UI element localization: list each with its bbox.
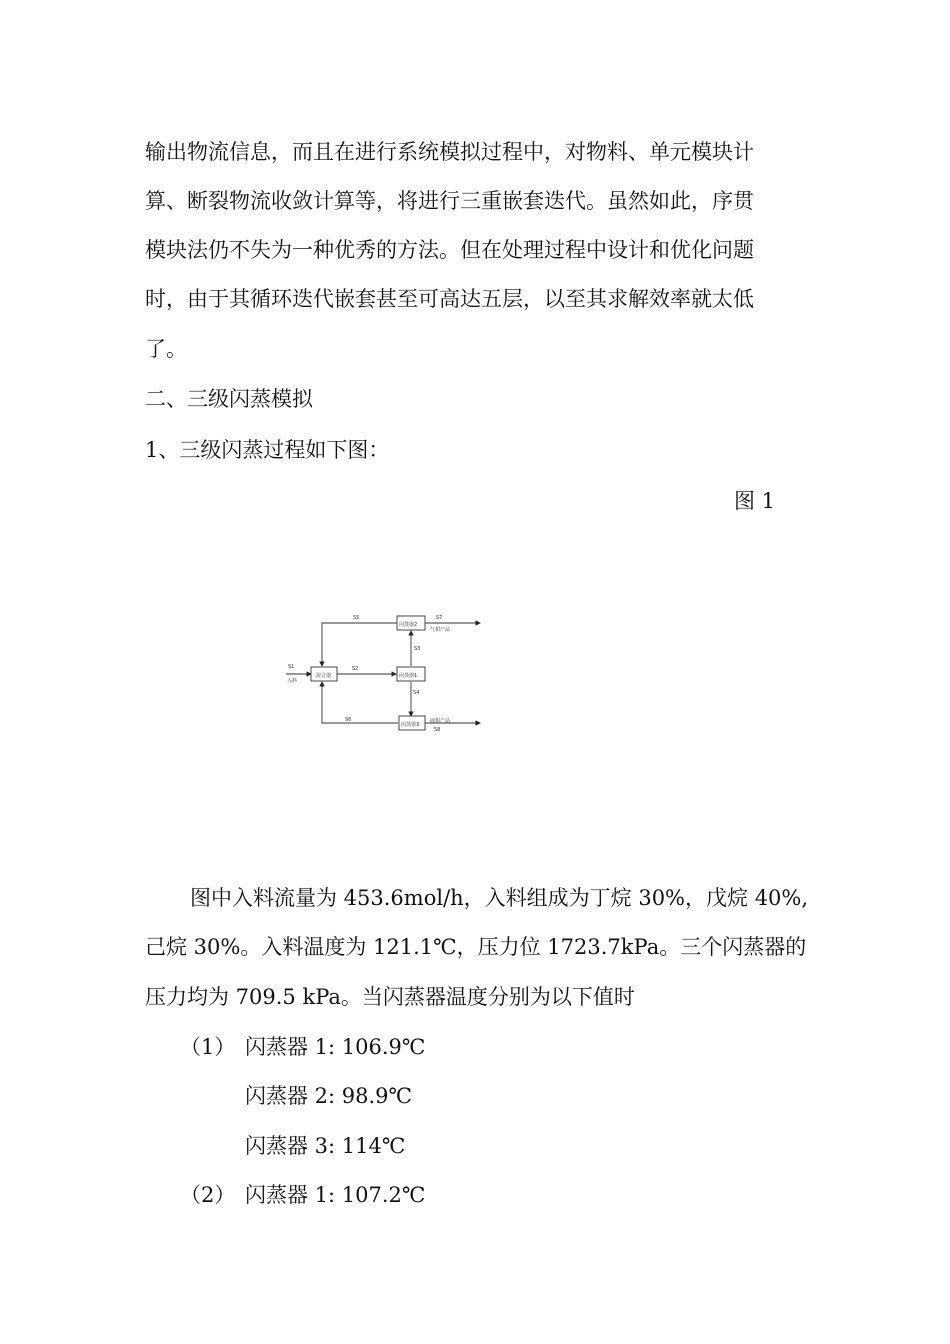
- stream-s6-label: S6: [345, 717, 352, 723]
- liquid-product-label: 液相产品: [430, 718, 451, 724]
- flash-process-diagram: [278, 600, 498, 750]
- stream-s5-label: S5: [353, 615, 360, 621]
- stream-s3-label: S3: [414, 646, 421, 652]
- case-2-flash1: 闪蒸器 1: 107.2℃: [245, 1183, 426, 1207]
- feed-label: 入料: [287, 678, 298, 684]
- mixer-label: 混合器: [316, 673, 332, 679]
- body-line-3: 压力均为 709.5 kPa。当闪蒸器温度分别为以下值时: [145, 985, 635, 1009]
- paragraph-line-1: 输出物流信息，而且在进行系统模拟过程中，对物料、单元模块计: [145, 140, 754, 164]
- flash2-label: 闪蒸器2: [399, 622, 418, 628]
- stream-s1-label: S1: [288, 664, 295, 670]
- stream-s2-label: S2: [352, 666, 359, 672]
- subsection-heading: 1、三级闪蒸过程如下图：: [145, 438, 390, 462]
- paragraph-line-2: 算、断裂物流收敛计算等，将进行三重嵌套迭代。虽然如此，序贯: [145, 189, 754, 213]
- paragraph-line-4: 时，由于其循环迭代嵌套甚至可高达五层，以至其求解效率就太低: [145, 287, 754, 311]
- stream-s6-line: [322, 682, 398, 723]
- flash1-label: 闪蒸器1: [399, 673, 418, 679]
- stream-s5-line: [322, 623, 398, 666]
- stream-s7-label: S7: [436, 615, 443, 621]
- case-1-flash2: 闪蒸器 2: 98.9℃: [245, 1084, 413, 1108]
- body-line-1: 图中入料流量为 453.6mol/h，入料组成为丁烷 30%，戊烷 40%,: [190, 886, 809, 910]
- gas-product-label: 气相产品: [430, 627, 451, 633]
- paragraph-line-5: 了。: [145, 337, 187, 361]
- figure-label: 图 1: [734, 489, 776, 513]
- case-1-flash3: 闪蒸器 3: 114℃: [245, 1134, 406, 1158]
- section-heading: 二、三级闪蒸模拟: [145, 387, 313, 411]
- body-line-2: 己烷 30%。入料温度为 121.1℃，压力位 1723.7kPa。三个闪蒸器的: [145, 935, 807, 959]
- case-2-index: （2）: [180, 1183, 236, 1207]
- stream-s8-label: S8: [434, 727, 441, 733]
- stream-s4-label: S4: [413, 690, 420, 696]
- case-1-flash1: 闪蒸器 1: 106.9℃: [245, 1035, 426, 1059]
- paragraph-line-3: 模块法仍不失为一种优秀的方法。但在处理过程中设计和优化问题: [145, 238, 754, 262]
- case-1-index: （1）: [180, 1035, 236, 1059]
- flash3-label: 闪蒸器3: [401, 722, 420, 728]
